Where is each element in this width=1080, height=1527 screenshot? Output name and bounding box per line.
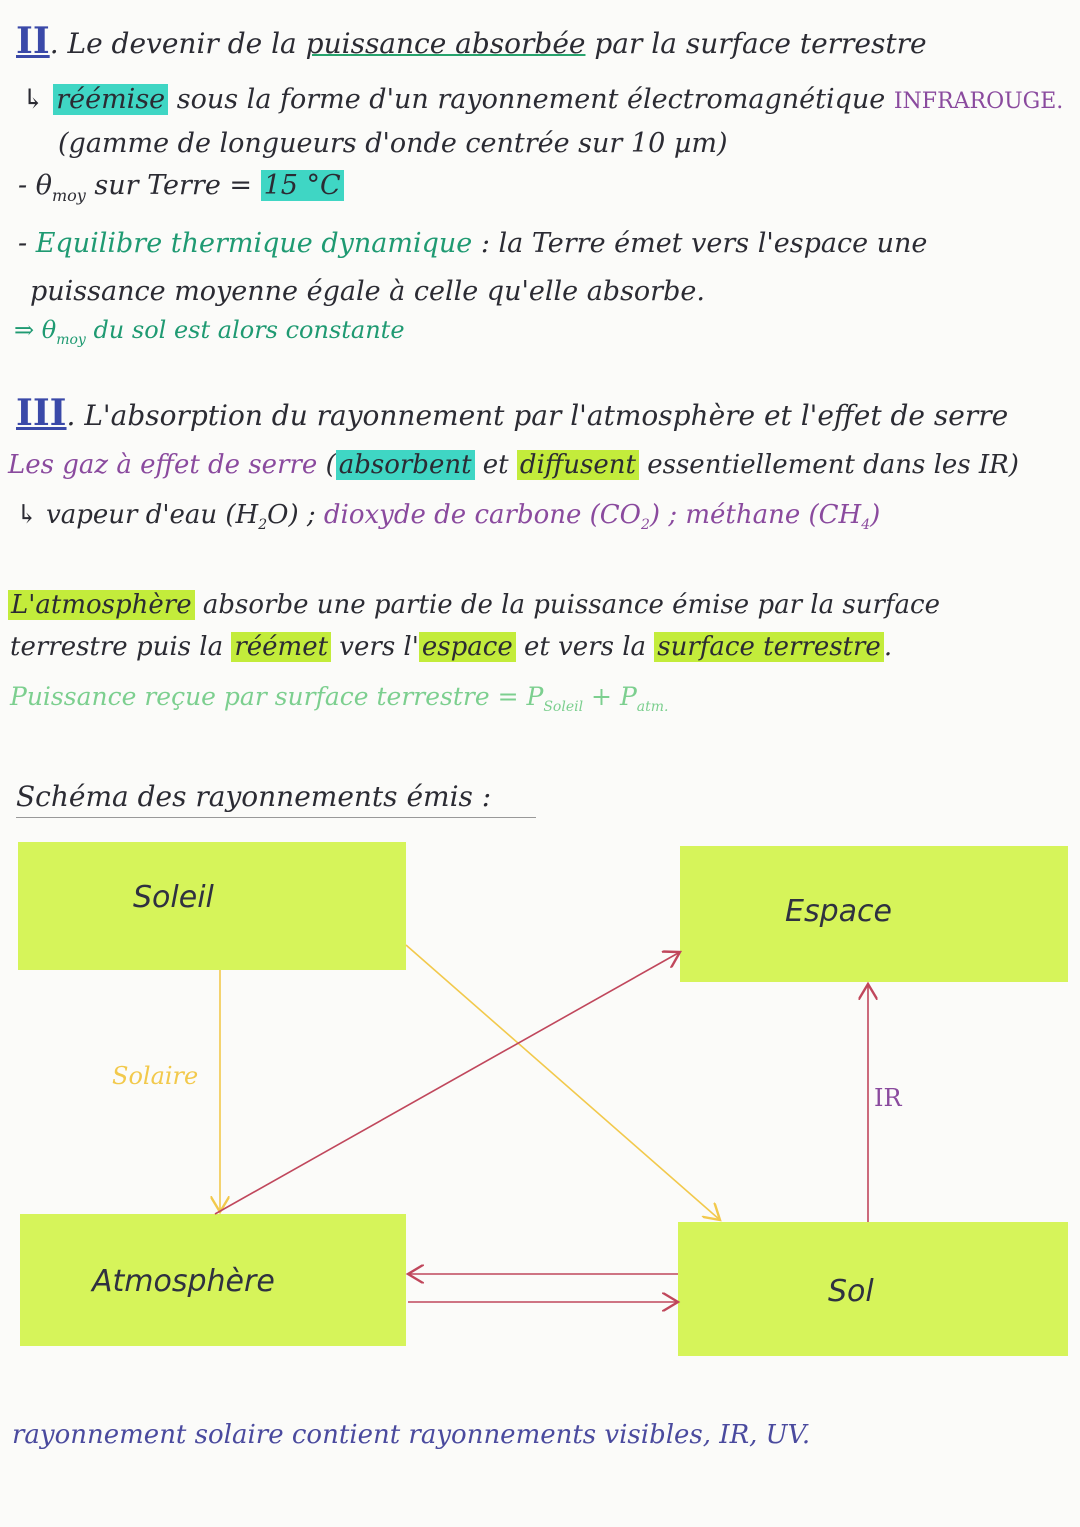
gas-list-line: ↳ vapeur d'eau $(H_2O)$ ; dioxyde de carbone $(CO_2)$ ; méthane $(CH_4)$ — [16, 500, 881, 533]
carbon-dioxide: dioxyde de carbone (CO — [323, 500, 641, 530]
soleil-label: Soleil — [133, 880, 214, 915]
arrow-icon: ↳ — [22, 84, 45, 115]
mean-temperature-line: - $\theta_{moy}$ sur Terre = 15 °C — [18, 170, 344, 205]
surface-highlight: surface terrestre — [654, 632, 884, 662]
methane: méthane (CH — [685, 500, 862, 530]
diffusent-highlight: diffusent — [517, 450, 639, 480]
reemission-atmosphere-line: terrestre puis la réémet vers l' espace et vers la surface terrestre . — [10, 632, 893, 662]
greenhouse-gases-title: Les gaz à effet de serre — [8, 450, 318, 480]
infrarouge-label: INFRAROUGE. — [893, 89, 1064, 114]
equilibrium-line-2: puissance moyenne égale à celle qu'elle absorbe. — [30, 276, 705, 307]
atmosphere-highlight: L'atmosphère — [8, 590, 195, 620]
solar-to-ground-arrow — [406, 945, 720, 1220]
section2-numeral: II — [16, 20, 50, 62]
equilibrium-title: Equilibre thermique dynamique — [35, 228, 473, 259]
sol-label: Sol — [828, 1274, 874, 1309]
section2-title: II. Le devenir de la puissance absorbée par la surface terrestre — [16, 20, 927, 62]
espace-highlight: espace — [419, 632, 516, 662]
reemise-highlight: réémise — [53, 84, 168, 115]
section3-title: III. L'absorption du rayonnement par l'atmosphère et l'effet de serre — [16, 392, 1009, 434]
constant-temperature-line: ⇒ $\theta_{moy}$ du sol est alors constante — [14, 316, 405, 348]
equilibrium-line: - Equilibre thermique dynamique : la Terre émet vers l'espace une — [18, 228, 928, 259]
atmosphere-absorption-line: L'atmosphère absorbe une partie de la puissance émise par la surface — [8, 590, 940, 620]
reemission-line: ↳ réémise sous la forme d'un rayonnement électromagnétique INFRAROUGE. — [22, 84, 1064, 115]
espace-label: Espace — [785, 894, 892, 929]
section3-numeral: III — [16, 392, 67, 434]
reemet-highlight: réémet — [231, 632, 331, 662]
footer-note: rayonnement solaire contient rayonnements visibles, IR, UV. — [12, 1420, 811, 1450]
received-power-formula: Puissance reçue par surface terrestre = $P_{Soleil} + P_{atm.}$ — [10, 682, 669, 715]
atmosphere-to-space-arrow — [215, 952, 680, 1214]
absorbent-highlight: absorbent — [336, 450, 475, 480]
atmosphere-label: Atmosphère — [92, 1264, 275, 1299]
arrow-icon: ↳ — [16, 500, 38, 530]
schema-heading: Schéma des rayonnements émis : — [16, 780, 536, 818]
water-vapor: vapeur d'eau (H — [46, 500, 259, 530]
ir-label: IR — [874, 1084, 902, 1112]
solaire-label: Solaire — [112, 1062, 199, 1090]
wavelength-range: (gamme de longueurs d'onde centrée sur 10 µm) — [58, 128, 728, 159]
absorbed-power-highlight: puissance absorbée — [305, 27, 586, 60]
temperature-value: 15 °C — [261, 170, 344, 201]
greenhouse-gases-line: Les gaz à effet de serre ( absorbent et diffusent essentiellement dans les IR) — [8, 450, 1019, 480]
